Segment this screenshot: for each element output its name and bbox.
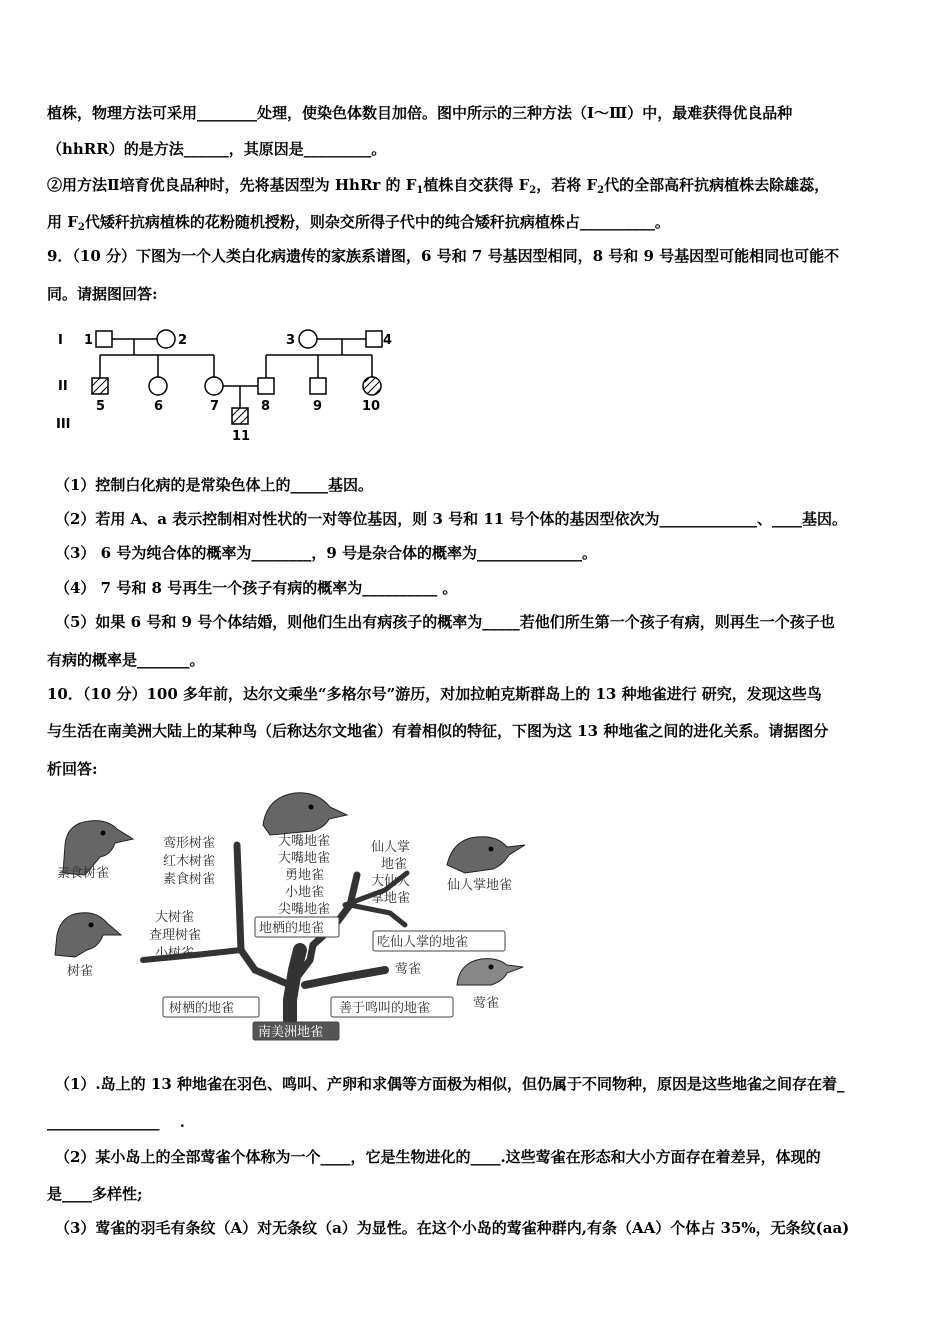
species-mid-2: 大嘴地雀	[278, 851, 331, 866]
num-2: 2	[178, 333, 188, 348]
box-ground-finch: 地栖的地雀	[259, 921, 325, 936]
finch-evolution-tree	[45, 785, 535, 1045]
bird-label-warbler: 莺雀	[473, 996, 500, 1011]
gen-label-II: II	[58, 379, 68, 394]
species-mid-5: 尖嘴地雀	[278, 902, 331, 917]
bird-label-cactus: 仙人掌地雀	[447, 878, 513, 893]
individual-9	[310, 378, 326, 394]
box-tree-finch: 树栖的地雀	[169, 1001, 235, 1016]
q9-part-5b: 有病的概率是_______。	[47, 651, 205, 669]
bird-head-icon-tree	[55, 913, 121, 957]
box-root-finch: 南美洲地雀	[258, 1025, 324, 1040]
q10-part-1a: （1）.岛上的 13 种地雀在羽色、鸣叫、产卵和求偶等方面极为相似，但仍属于不同物种，原因是这些地雀之间存在着_	[55, 1075, 845, 1093]
individual-10	[363, 377, 381, 395]
species-tree-1: 大树雀	[155, 910, 195, 925]
species-mid-4: 小地雀	[285, 885, 325, 900]
individual-1	[96, 331, 112, 347]
bird-label-tree: 树雀	[67, 964, 94, 979]
num-11: 11	[232, 429, 251, 444]
bird-head-icon-cactus	[447, 837, 525, 873]
q10-part-1b: _______________ .	[47, 1113, 185, 1131]
num-3: 3	[286, 333, 296, 348]
species-left-3: 素食树雀	[163, 872, 216, 887]
q9-part-5a: （5）如果 6 号和 9 号个体结婚，则他们生出有病孩子的概率为_____若他们所生第一个孩子有病，则再生一个孩子也	[55, 613, 835, 631]
species-tree-2: 查理树雀	[149, 928, 202, 943]
num-7: 7	[210, 399, 220, 414]
individual-6	[149, 377, 167, 395]
species-tree-3: 小树雀	[155, 946, 195, 961]
species-left-2: 红木树雀	[163, 854, 216, 869]
question-10-stem-3: 析回答:	[47, 760, 98, 778]
pedigree-chart	[50, 322, 410, 444]
text-line-2: （hhRR）的是方法______，其原因是_________。	[47, 140, 387, 158]
num-10: 10	[362, 399, 381, 414]
species-left-1: 鸾形树雀	[163, 836, 216, 851]
num-9: 9	[313, 399, 323, 414]
q10-part-2a: （2）某小岛上的全部莺雀个体称为一个____，它是生物进化的____.这些莺雀在形态和大小方面存在着差异，体现的	[55, 1148, 821, 1166]
num-6: 6	[154, 399, 164, 414]
text-line-1: 植株，物理方法可采用________处理，使染色体数目加倍。图中所示的三种方法（Ⅰ～Ⅲ）中，最难获得优良品种	[47, 104, 793, 122]
q10-part-2b: 是____多样性;	[47, 1185, 143, 1203]
species-right-3: 大仙人	[371, 874, 411, 889]
q9-part-3: （3） 6 号为纯合体的概率为________，9 号是杂合体的概率为______________。	[55, 544, 597, 562]
num-1: 1	[84, 333, 94, 348]
box-cactus-finch: 吃仙人掌的地雀	[377, 935, 469, 950]
question-10-stem-1: 10．（10 分）100 多年前，达尔文乘坐“多格尔号”游历，对加拉帕克斯群岛上的 13 种地雀进行 研究，发现这些鸟	[47, 685, 822, 703]
gen-label-III: III	[56, 417, 71, 432]
question-9-stem-2: 同。请据图回答:	[47, 285, 158, 303]
individual-4	[366, 331, 382, 347]
q9-part-2: （2）若用 A、a 表示控制相对性状的一对等位基因，则 3 号和 11 号个体的基因型依次为_____________、____基因。	[55, 510, 847, 528]
box-song-finch: 善于鸣叫的地雀	[339, 1001, 431, 1016]
individual-7	[205, 377, 223, 395]
bird-head-icon-ground	[263, 793, 347, 835]
individual-2	[157, 330, 175, 348]
bird-label-vegetarian: 素食树雀	[57, 866, 110, 881]
species-warbler: 莺雀	[395, 962, 422, 977]
species-right-1: 仙人掌	[371, 840, 411, 855]
num-5: 5	[96, 399, 106, 414]
q9-part-1: （1）控制白化病的是常染色体上的_____基因。	[55, 476, 373, 494]
q9-part-4: （4） 7 号和 8 号再生一个孩子有病的概率为__________ 。	[55, 579, 458, 597]
text-line-3: ②用方法Ⅱ培育优良品种时，先将基因型为 HhRr 的 $F_1$植株自交获得 $F_2$，若将 $F_2$代的全部高秆抗病植株去除雄蕊，	[47, 176, 830, 196]
question-10-stem-2: 与生活在南美洲大陆上的某种鸟（后称达尔文地雀）有着相似的特征，下图为这 13 种地雀之间的进化关系。请据图分	[47, 722, 829, 740]
individual-3	[299, 330, 317, 348]
gen-label-I: I	[58, 333, 63, 348]
question-9-stem-1: 9．（10 分）下图为一个人类白化病遗传的家族系谱图，6 号和 7 号基因型相同，8 号和 9 号基因型可能相同也可能不	[47, 247, 840, 265]
q10-part-3: （3）莺雀的羽毛有条纹（A）对无条纹（a）为显性。在这个小岛的莺雀种群内,有条（AA）个体占 35%，无条纹(aa)	[55, 1219, 850, 1237]
num-4: 4	[383, 333, 393, 348]
num-8: 8	[261, 399, 271, 414]
text-line-4: 用 $F_2$代矮秆抗病植株的花粉随机授粉，则杂交所得子代中的纯合矮秆抗病植株占__________。	[47, 213, 670, 233]
species-mid-3: 勇地雀	[285, 868, 325, 883]
individual-8	[258, 378, 274, 394]
bird-head-icon-warbler	[457, 959, 523, 985]
species-mid-1: 大嘴地雀	[278, 834, 331, 849]
species-right-2: 地雀	[381, 857, 408, 872]
species-right-4: 掌地雀	[371, 891, 411, 906]
